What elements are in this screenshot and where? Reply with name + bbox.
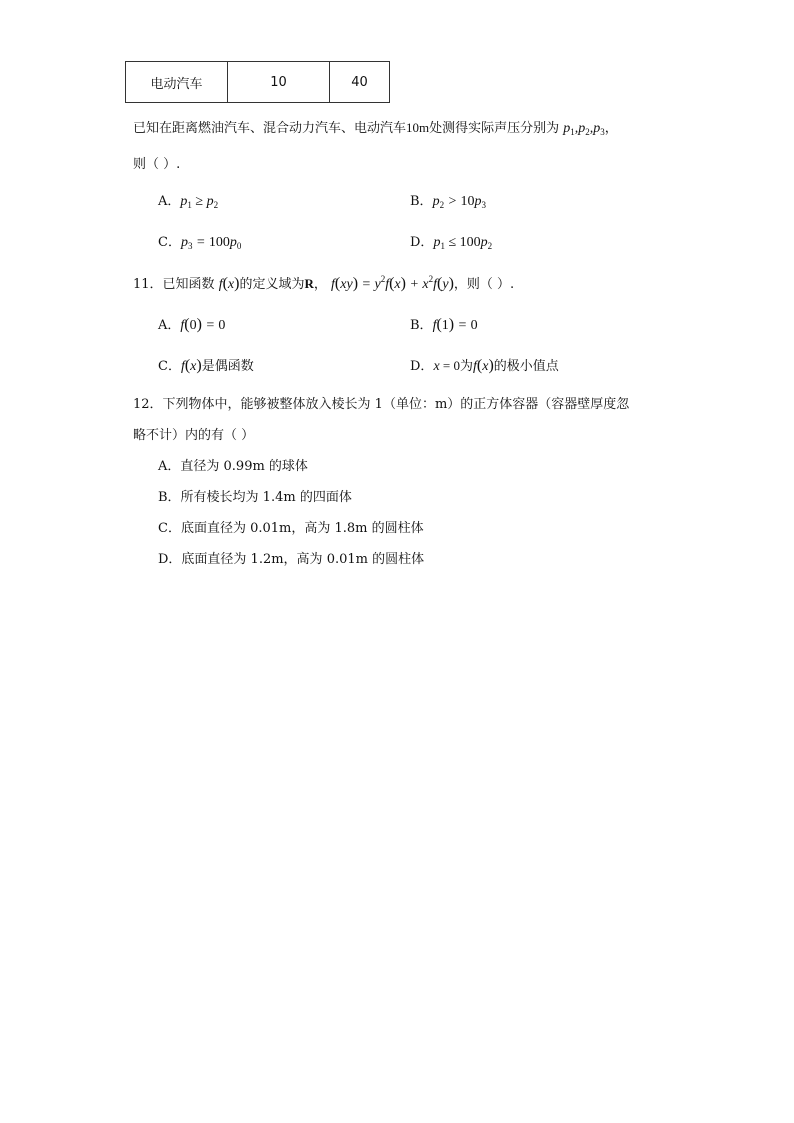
q10-option-d: D．$p_1 \le 100p_2$ [410,235,493,251]
table-row [126,62,390,103]
q12-option-d: D．底面直径为 1.2m，高为 0.01m 的圆柱体 [158,552,425,567]
q10-stem: 已知在距离燃油汽车、混合动力汽车、电动汽车10m处测得实际声压分别为 $p_1,p_2,p_3$， [133,120,618,137]
sound-table [125,61,390,103]
q10-option-c: C．$p_3 = 100p_0$ [158,235,242,251]
q10-option-a: A．$p_1 \ge p_2$ [158,194,219,210]
q10-stem-line2: 则（ ）. [133,157,181,172]
table-cell-value1: 10 [228,62,330,103]
q12-stem-line2: 略不计）内的有（ ） [133,428,255,443]
q12-option-b: B．所有棱长均为 1.4m 的四面体 [158,490,352,505]
table-cell-name: 电动汽车 [126,62,228,103]
q11-option-a: A．f(0) = 0 [158,316,226,333]
q11-option-b: B．f(1) = 0 [410,316,478,333]
table-cell-value2: 40 [330,62,390,103]
q10-pressures: $p_1,p_2,p_3$ [563,121,605,137]
q11-option-d: D．x = 0为f(x)的极小值点 [410,357,559,374]
q12-option-c: C．底面直径为 0.01m，高为 1.8m 的圆柱体 [158,521,424,536]
q12-option-a: A．直径为 0.99m 的球体 [158,459,308,474]
q11-stem: 11．已知函数 f(x)的定义域为R， $f(xy) = y^2f(x) + x^2f(y)$，则（ ）. [133,274,515,292]
q12-stem-line1: 12．下列物体中，能够被整体放入棱长为 1（单位：m）的正方体容器（容器壁厚度忽 [133,397,630,412]
q11-option-c: C．f(x)是偶函数 [158,357,254,374]
q10-option-b: B．$p_2 > 10p_3$ [410,194,487,210]
